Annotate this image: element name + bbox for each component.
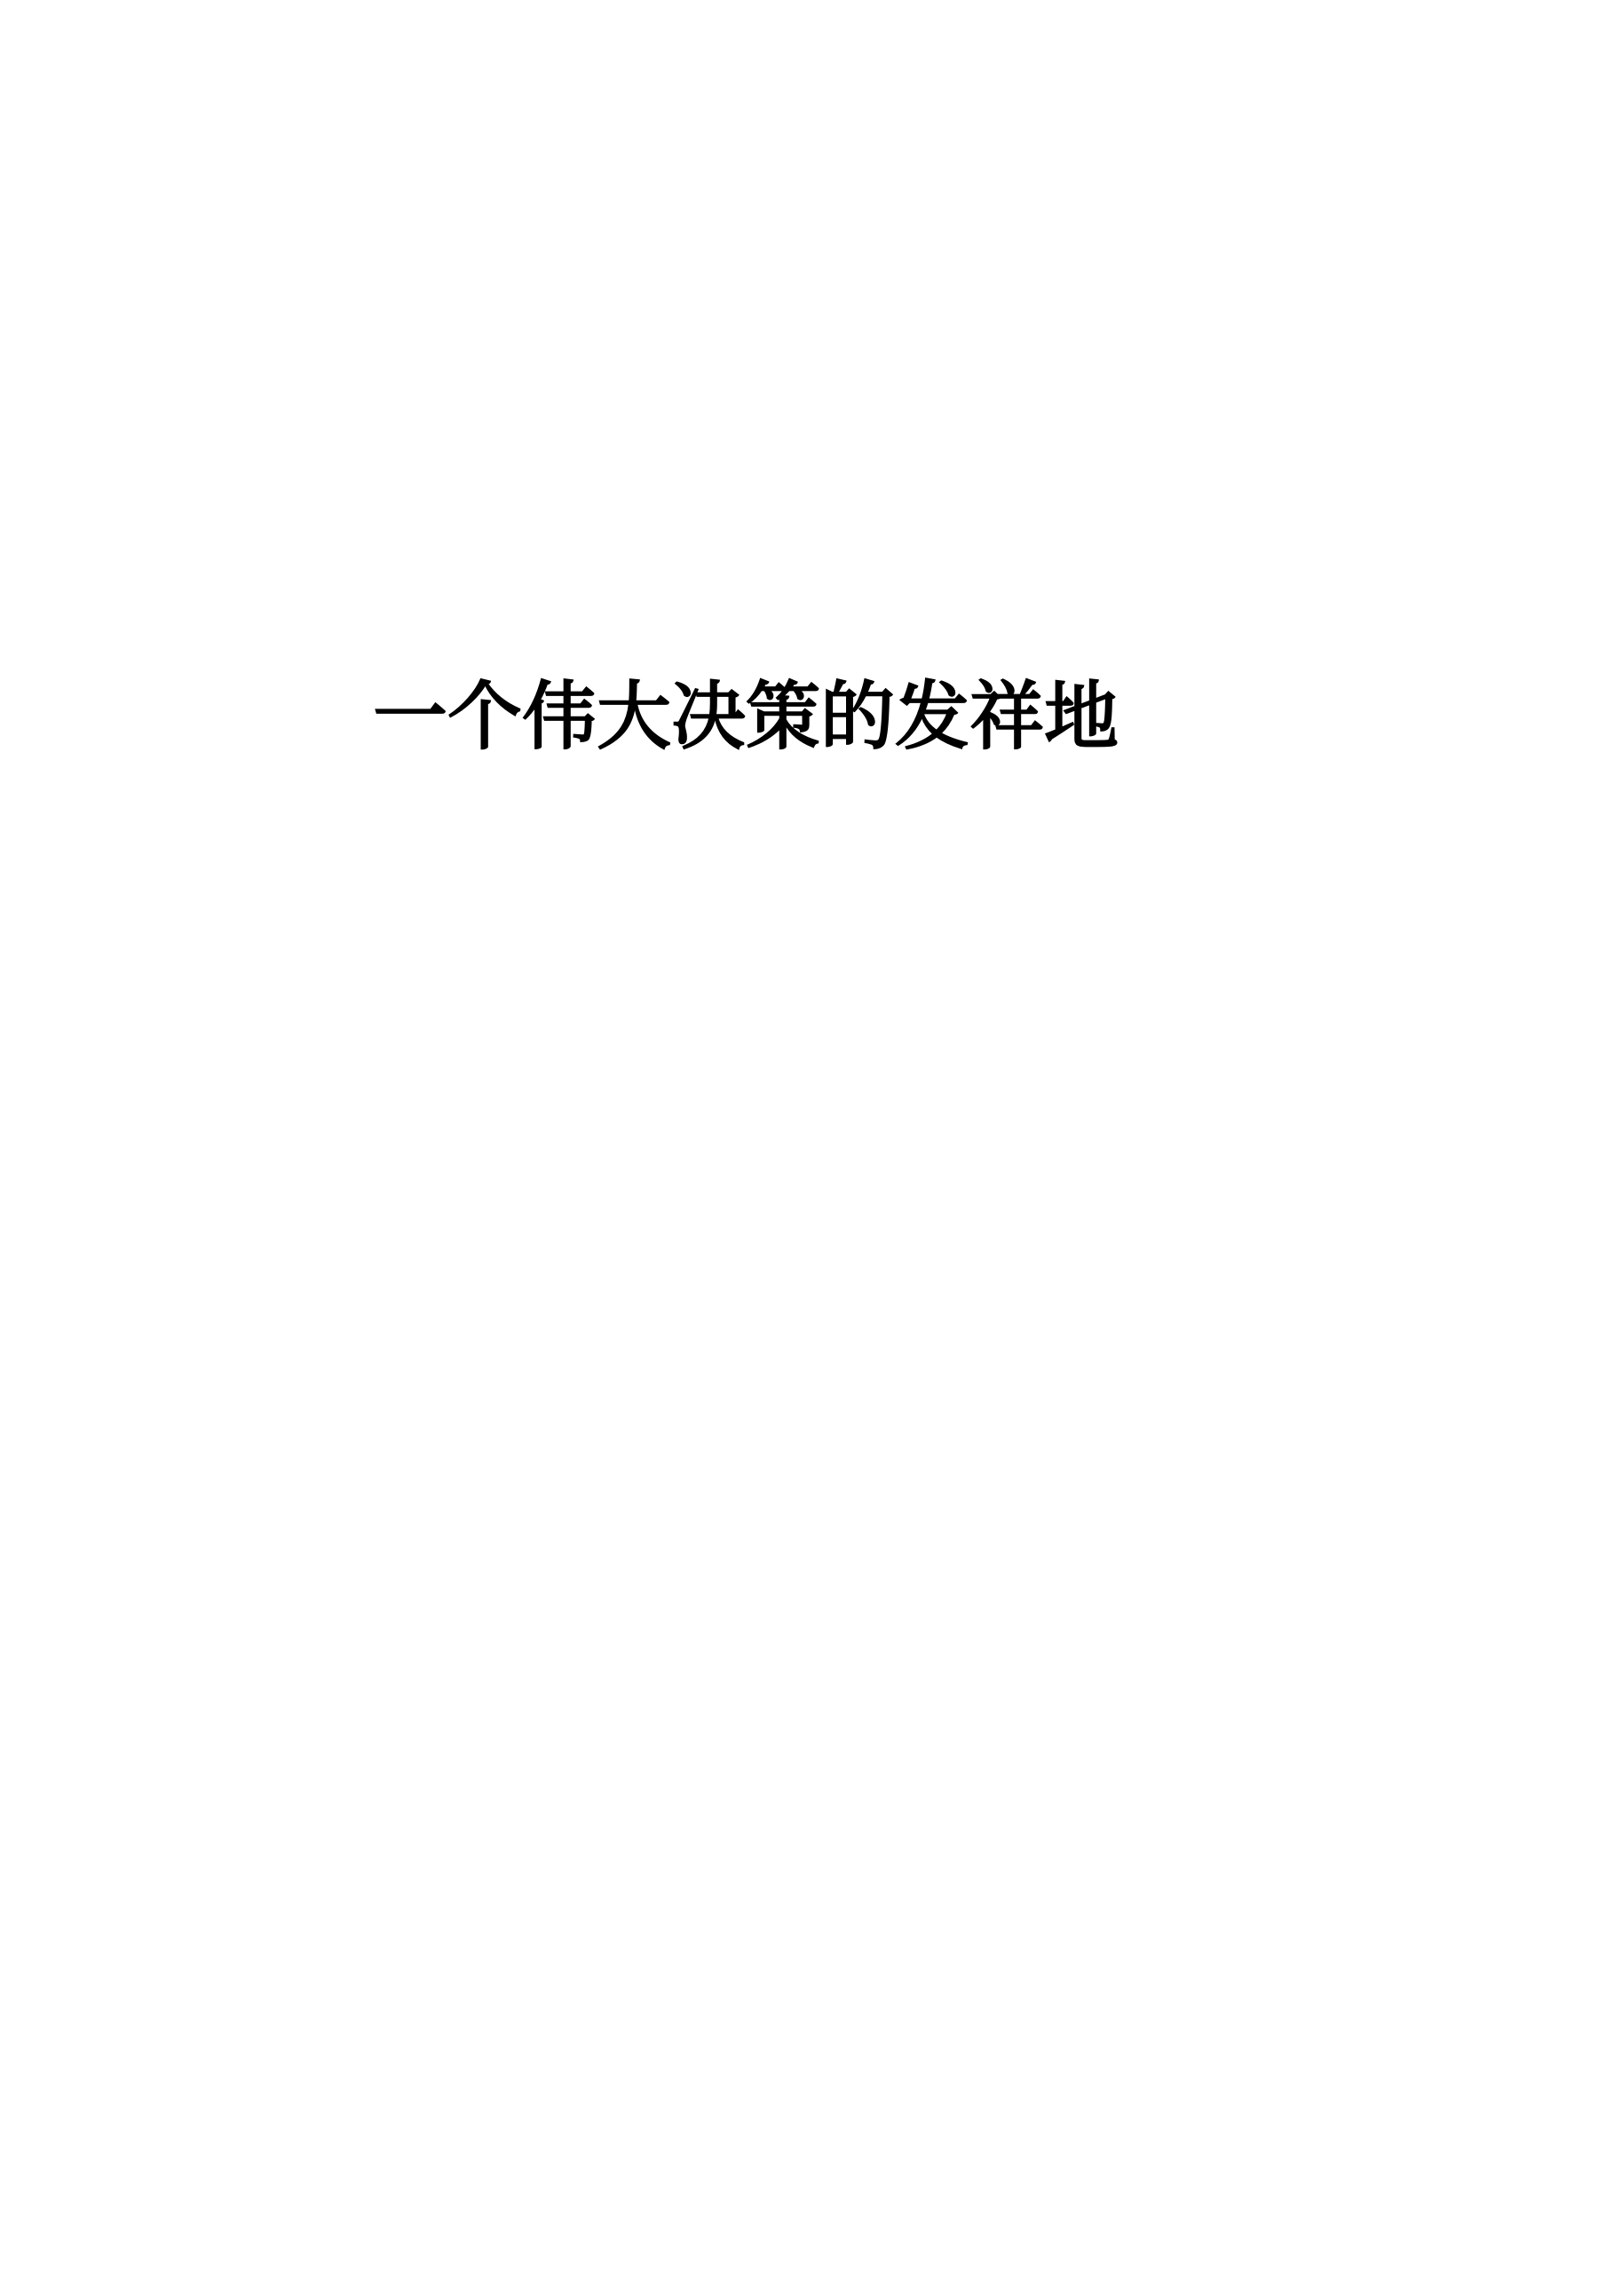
article-title: 一个伟大决策的发祥地	[373, 672, 1119, 760]
